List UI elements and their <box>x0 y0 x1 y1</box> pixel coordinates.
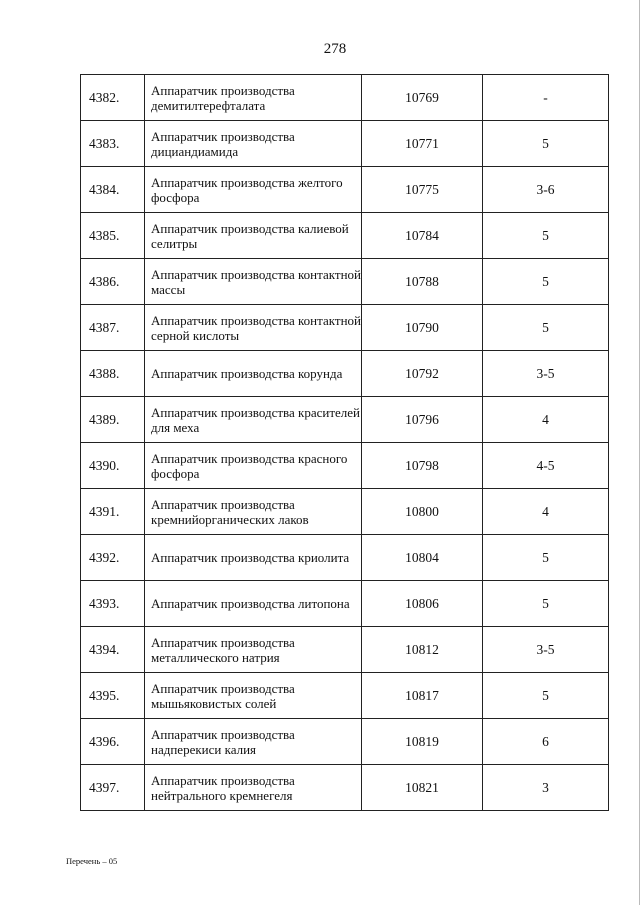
row-number: 4387. <box>81 305 145 351</box>
profession-code: 10796 <box>362 397 483 443</box>
row-number: 4392. <box>81 535 145 581</box>
profession-name: Аппаратчик производства кремнийорганических лаков <box>145 489 362 535</box>
row-number: 4395. <box>81 673 145 719</box>
profession-code: 10800 <box>362 489 483 535</box>
grade-range: 4 <box>483 397 609 443</box>
profession-name: Аппаратчик производства желтого фосфора <box>145 167 362 213</box>
row-number: 4383. <box>81 121 145 167</box>
grade-range: 6 <box>483 719 609 765</box>
grade-range: - <box>483 75 609 121</box>
table-row <box>81 351 609 397</box>
professions-table <box>80 74 609 811</box>
profession-name: Аппаратчик производства дициандиамида <box>145 121 362 167</box>
row-number: 4394. <box>81 627 145 673</box>
row-number: 4388. <box>81 351 145 397</box>
grade-range: 5 <box>483 673 609 719</box>
profession-code: 10775 <box>362 167 483 213</box>
profession-code: 10821 <box>362 765 483 811</box>
table-row <box>81 397 609 443</box>
table-row <box>81 167 609 213</box>
profession-name: Аппаратчик производства контактной массы <box>145 259 362 305</box>
table-row <box>81 765 609 811</box>
profession-code: 10804 <box>362 535 483 581</box>
row-number: 4390. <box>81 443 145 489</box>
table-row <box>81 305 609 351</box>
grade-range: 3-5 <box>483 351 609 397</box>
profession-code: 10788 <box>362 259 483 305</box>
profession-name: Аппаратчик производства демитилтерефталата <box>145 75 362 121</box>
profession-name: Аппаратчик производства криолита <box>145 535 362 581</box>
profession-code: 10812 <box>362 627 483 673</box>
profession-code: 10790 <box>362 305 483 351</box>
grade-range: 3-6 <box>483 167 609 213</box>
profession-code: 10806 <box>362 581 483 627</box>
footer-label: Перечень – 05 <box>66 856 118 866</box>
profession-code: 10784 <box>362 213 483 259</box>
grade-range: 5 <box>483 305 609 351</box>
row-number: 4397. <box>81 765 145 811</box>
profession-code: 10817 <box>362 673 483 719</box>
profession-name: Аппаратчик производства красного фосфора <box>145 443 362 489</box>
grade-range: 5 <box>483 213 609 259</box>
table-row <box>81 75 609 121</box>
row-number: 4396. <box>81 719 145 765</box>
table-row <box>81 489 609 535</box>
profession-code: 10819 <box>362 719 483 765</box>
profession-code: 10798 <box>362 443 483 489</box>
profession-code: 10771 <box>362 121 483 167</box>
table-row <box>81 213 609 259</box>
table-row <box>81 581 609 627</box>
page-number: 278 <box>323 41 347 57</box>
table-row <box>81 259 609 305</box>
profession-name: Аппаратчик производства красителей для меха <box>145 397 362 443</box>
grade-range: 4-5 <box>483 443 609 489</box>
profession-name: Аппаратчик производства контактной серной кислоты <box>145 305 362 351</box>
row-number: 4393. <box>81 581 145 627</box>
row-number: 4382. <box>81 75 145 121</box>
profession-name: Аппаратчик производства калиевой селитры <box>145 213 362 259</box>
profession-name: Аппаратчик производства нейтрального кремнегеля <box>145 765 362 811</box>
profession-code: 10769 <box>362 75 483 121</box>
grade-range: 5 <box>483 581 609 627</box>
profession-name: Аппаратчик производства корунда <box>145 351 362 397</box>
table-row <box>81 443 609 489</box>
profession-name: Аппаратчик производства металлического натрия <box>145 627 362 673</box>
row-number: 4386. <box>81 259 145 305</box>
profession-name: Аппаратчик производства литопона <box>145 581 362 627</box>
row-number: 4391. <box>81 489 145 535</box>
table-row <box>81 673 609 719</box>
table-row <box>81 535 609 581</box>
grade-range: 5 <box>483 259 609 305</box>
grade-range: 3 <box>483 765 609 811</box>
profession-name: Аппаратчик производства надперекиси калия <box>145 719 362 765</box>
table-row <box>81 121 609 167</box>
row-number: 4384. <box>81 167 145 213</box>
table-row <box>81 627 609 673</box>
profession-name: Аппаратчик производства мышьяковистых солей <box>145 673 362 719</box>
row-number: 4389. <box>81 397 145 443</box>
grade-range: 5 <box>483 121 609 167</box>
grade-range: 3-5 <box>483 627 609 673</box>
row-number: 4385. <box>81 213 145 259</box>
profession-code: 10792 <box>362 351 483 397</box>
grade-range: 4 <box>483 489 609 535</box>
grade-range: 5 <box>483 535 609 581</box>
table-row <box>81 719 609 765</box>
